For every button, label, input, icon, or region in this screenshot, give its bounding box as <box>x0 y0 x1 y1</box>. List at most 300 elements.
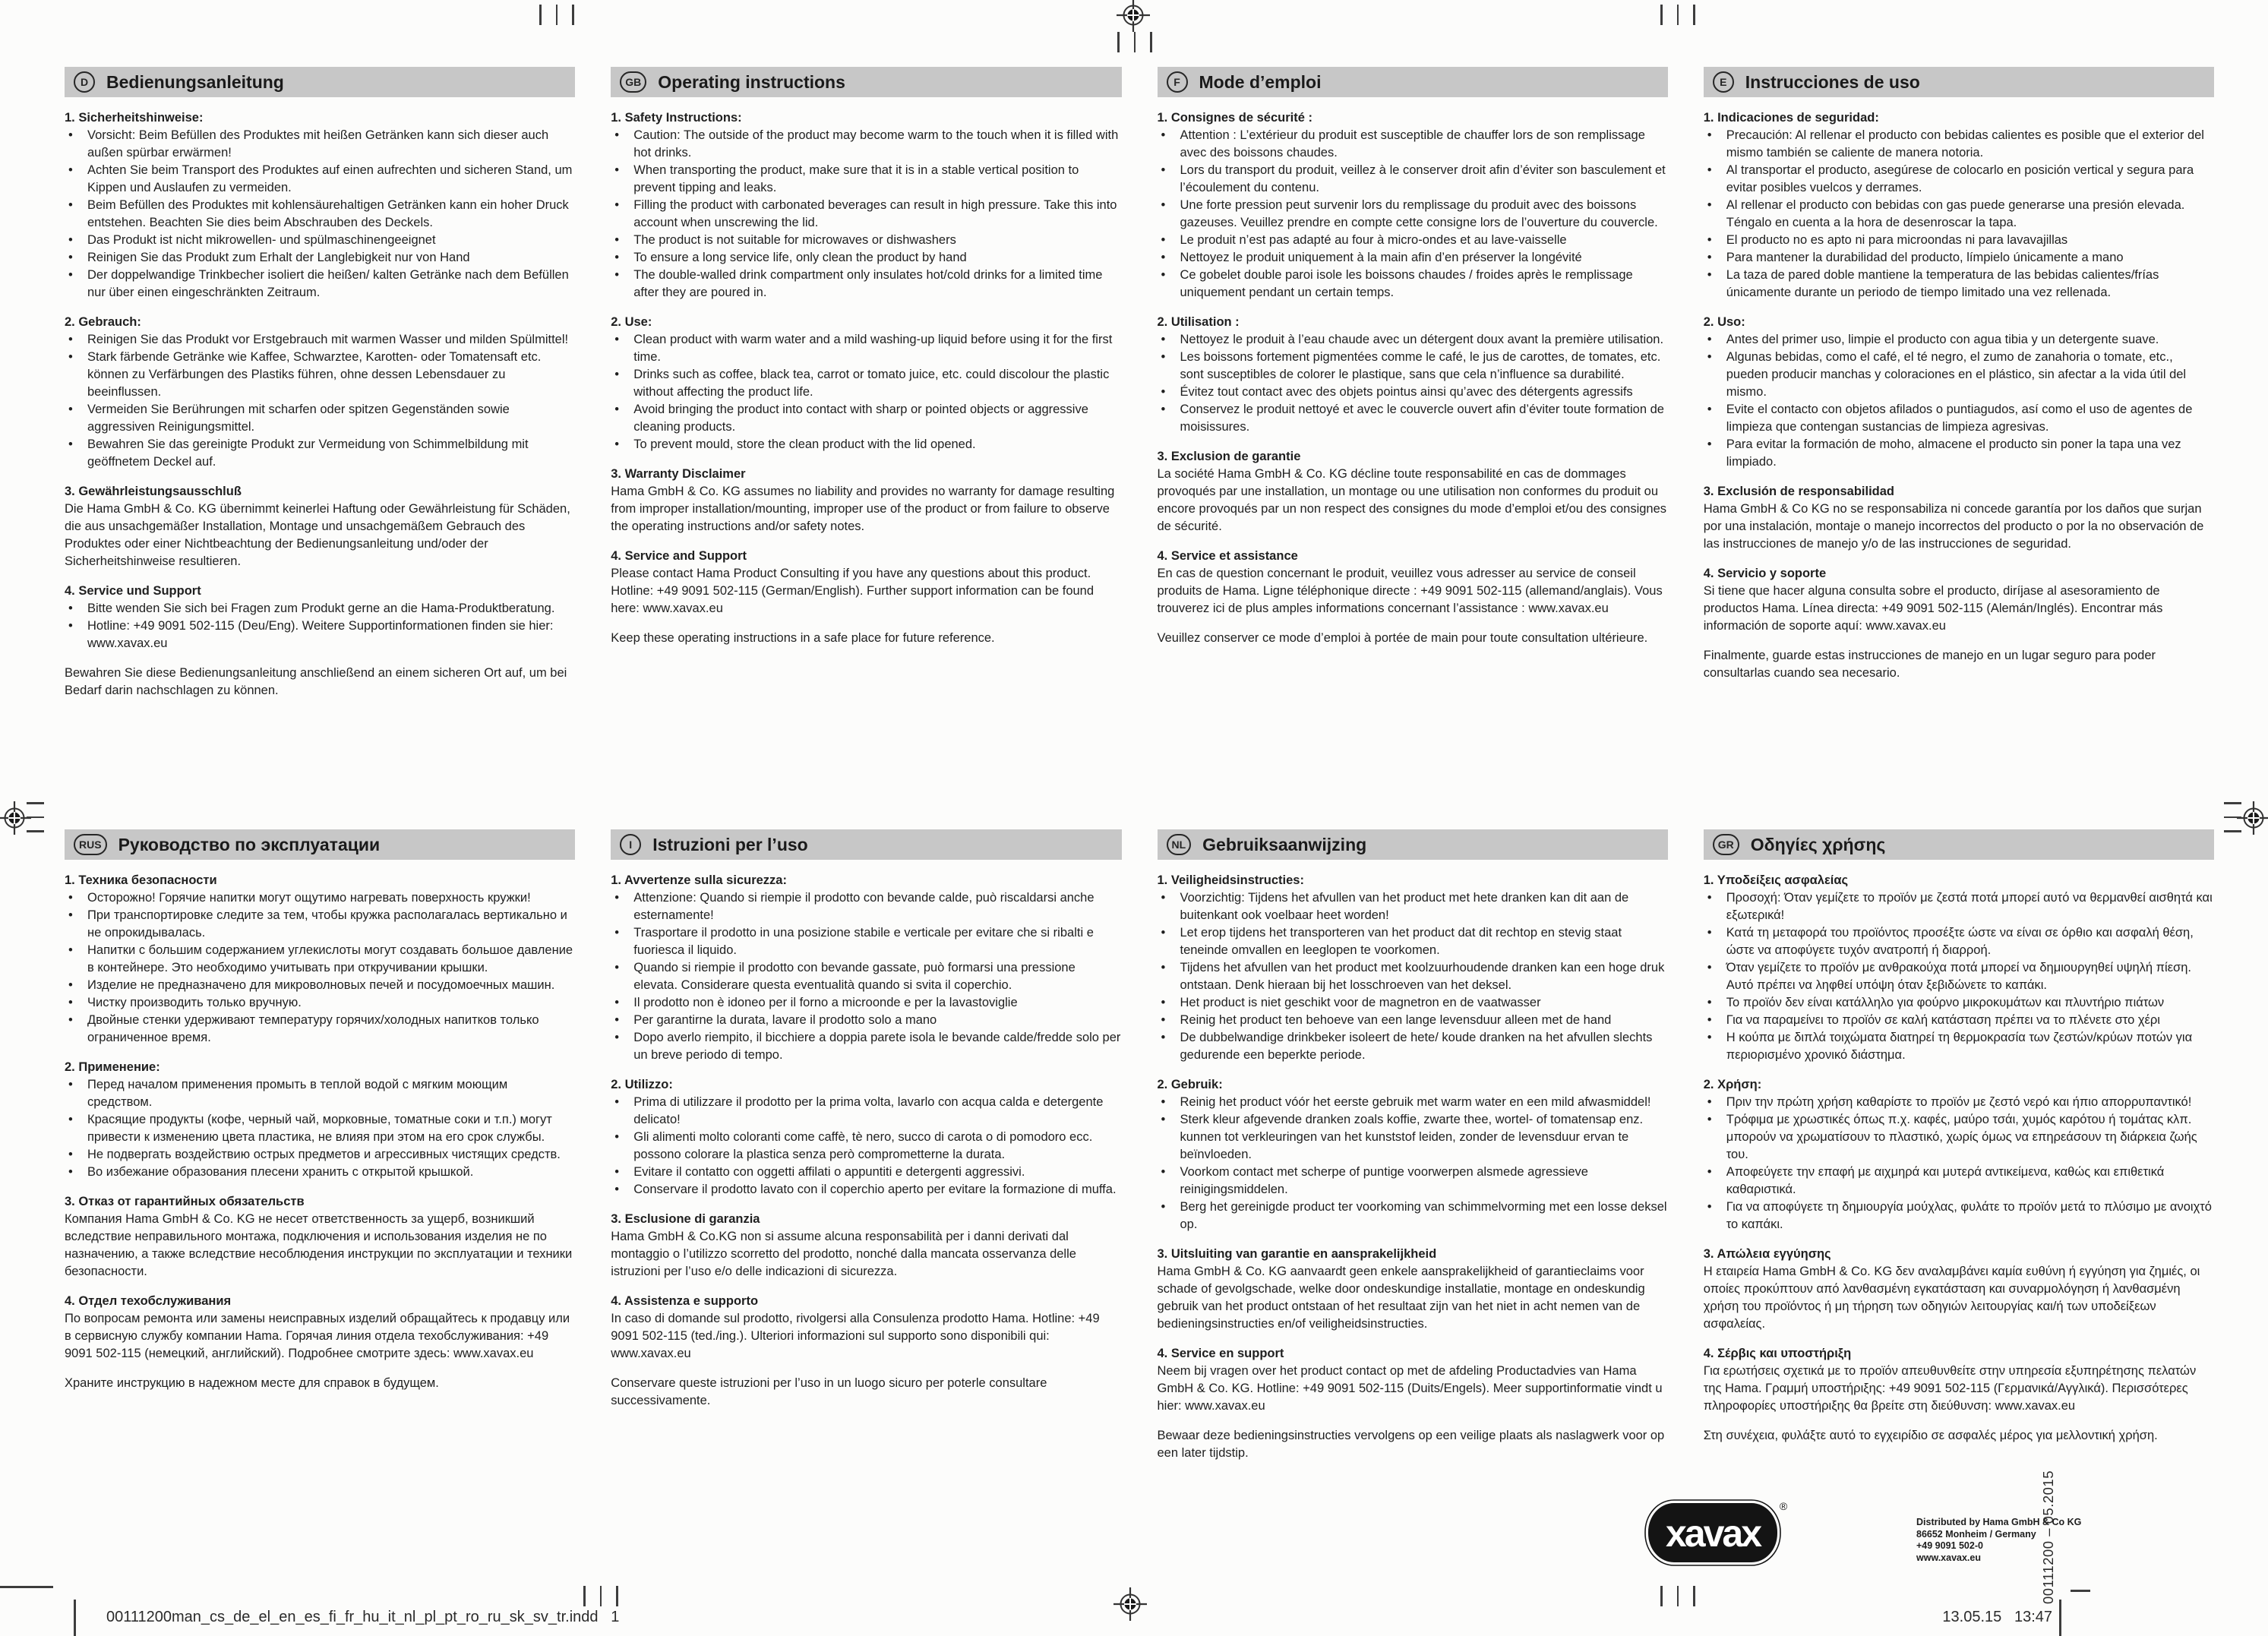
paragraph: La société Hama GmbH & Co. KG décline toute responsabilité en cas de dommages provoqués par une installation, un montage ou une utilisation non conformes du produit ou encore provoqués par un non respect des consignes du mode d’emploi et/ou des consignes de sécurité. <box>1157 467 1667 533</box>
bullet-text: Το προϊόν δεν είναι κατάλληλο για φούρνο μικροκυμάτων και πλυντήριο πιάτων <box>1726 996 2165 1009</box>
bullet-item <box>1158 401 1668 436</box>
section-heading: 3. Uitsluiting van garantie en aansprakelijkheid <box>1157 1247 1437 1261</box>
bullet-item <box>1158 249 1668 267</box>
paragraph: En cas de question concernant le produit, veuillez vous adresser au service de conseil produits de Hama. Ligne téléphonique directe : +49 9091 502-115 (allemand/anglais). Vous trouverez ici de plus amples informations concernant l’assistance : www.xavax.eu <box>1157 567 1663 615</box>
bullet-icon: • <box>1161 268 1166 282</box>
bullet-item <box>1704 197 2214 232</box>
bullet-item <box>65 331 575 349</box>
column-header-es <box>1704 67 2214 97</box>
bullet-item <box>65 349 575 401</box>
bullet-icon: • <box>68 602 73 615</box>
bullet-icon: • <box>614 1130 620 1144</box>
column-header-it <box>611 829 1121 860</box>
language-badge: RUS <box>74 834 107 855</box>
bullet-icon: • <box>614 961 620 974</box>
bullet-text: Nettoyez le produit à l’eau chaude avec un détergent doux avant la première utilisation. <box>1180 333 1664 346</box>
bullet-text: Drinks such as coffee, black tea, carrot or tomato juice, etc. could discolour the plastic without affecting the product life. <box>633 368 1110 399</box>
paragraph: Si tiene que hacer alguna consulta sobre el producto, diríjase al asesoramiento de productos Hama. Línea directa: +49 9091 502-115 (Alemán/Inglés). Encontrar más información de soporte aquí: www.xavax.eu <box>1703 584 2163 633</box>
section-heading: 4. Service and Support <box>611 549 747 563</box>
bullet-icon: • <box>1161 128 1166 142</box>
distributor-line: Distributed by Hama GmbH & Co KG <box>1916 1517 2082 1527</box>
bullet-item <box>1704 1029 2214 1064</box>
bullet-icon: • <box>1707 996 1712 1009</box>
bullet-item <box>1158 994 1668 1012</box>
section-heading: 3. Warranty Disclaimer <box>611 467 746 481</box>
manual-column-nl <box>1158 829 1668 1462</box>
bullet-text: To ensure a long service life, only clean the product by hand <box>633 251 967 264</box>
bullet-item <box>65 197 575 232</box>
section-heading: 3. Exclusión de responsabilidad <box>1703 485 1894 498</box>
section-heading: 1. Consignes de sécurité : <box>1157 111 1312 125</box>
bullet-icon: • <box>614 1031 620 1044</box>
bullet-item <box>65 401 575 436</box>
bullet-item <box>1704 349 2214 401</box>
bullet-text: Para mantener la durabilidad del producto, límpielo únicamente a mano <box>1726 251 2124 264</box>
language-badge: D <box>74 71 95 93</box>
bullet-text: Conservare il prodotto lavato con il coperchio aperto per evitare la formazione di muffa. <box>633 1183 1117 1196</box>
bullet-text: Conservez le produit nettoyé et avec le couvercle ouvert afin d’éviter toute formation de moisissures. <box>1180 403 1664 434</box>
section-heading: 1. Indicaciones de seguridad: <box>1703 111 1879 125</box>
bullet-item <box>65 600 575 617</box>
bullet-item <box>611 994 1121 1012</box>
column-header-ru <box>65 829 575 860</box>
bullet-text: Reinigen Sie das Produkt zum Erhalt der Langlebigkeit nur von Hand <box>87 251 470 264</box>
column-header-de <box>65 67 575 97</box>
bullet-text: Όταν γεμίζετε το προϊόν με ανθρακούχα ποτά μπορεί να δημιουργηθεί υψηλή πίεση. Αυτό πρέπει να ληφθεί υπόψη όταν ξεβιδώνετε το καπάκι. <box>1726 961 2191 992</box>
paragraph: Храните инструкцию в надежном месте для справок в будущем. <box>65 1376 439 1390</box>
bullet-item <box>611 197 1121 232</box>
bullet-item <box>611 436 1121 453</box>
bullet-text: Tijdens het afvullen van het product met koolzuurhoudende dranken kan een hoge druk ontstaan. Denk hieraan bij het losschroeven van het deksel. <box>1180 961 1665 992</box>
paragraph: Hama GmbH & Co KG no se responsabiliza ni concede garantía por los daños que surjan por una instalación, montaje o manejo incorrectos del producto o por la no observación de las instrucciones de manejo y/o de las instrucciones de seguridad. <box>1703 502 2204 551</box>
crop-ticks-left-middle <box>27 802 44 832</box>
bullet-icon: • <box>1707 437 1712 451</box>
bullet-icon: • <box>614 1183 620 1196</box>
section-heading: 1. Avvertenze sulla sicurezza: <box>611 873 787 887</box>
bullet-item <box>1158 232 1668 249</box>
bullet-icon: • <box>1161 1013 1166 1027</box>
bullet-item <box>1704 249 2214 267</box>
bullet-text: Τρόφιμα με χρωστικές όπως π.χ. καφές, μαύρο τσάι, χυμός καρότου ή τομάτας κλπ. μπορούν να χρωματίσουν το πλαστικό, χωρίς όμως να επηρεάσουν τη διάρκεια ζωής του. <box>1726 1113 2197 1161</box>
bullet-icon: • <box>614 333 620 346</box>
bullet-text: Évitez tout contact avec des objets pointus ainsi qu’avec des détergents agressifs <box>1180 385 1633 399</box>
bullet-icon: • <box>68 350 73 364</box>
bullet-item <box>1704 1199 2214 1233</box>
column-header-fr <box>1158 67 1668 97</box>
bullet-text: Sterk kleur afgevende dranken zoals koffie, zwarte thee, wortel- of tomatensap enz. kunnen tot verkleuringen van het kunststof leiden, zonder de levensduur ervan te beïnvloeden. <box>1180 1113 1644 1161</box>
manual-column-gr <box>1704 829 2214 1462</box>
bullet-text: Bitte wenden Sie sich bei Fragen zum Produkt gerne an die Hama-Produktberatung. <box>87 602 555 615</box>
bullet-text: Avoid bringing the product into contact with sharp or pointed objects or aggressive cleaning products. <box>633 403 1088 434</box>
bullet-item <box>611 232 1121 249</box>
section-heading: 4. Assistenza e supporto <box>611 1294 759 1308</box>
bullet-text: Voorkom contact met scherpe of puntige voorwerpen alsmede agressieve reinigingsmiddelen. <box>1180 1165 1588 1196</box>
bullet-icon: • <box>1707 1165 1712 1179</box>
bullet-item <box>1704 889 2214 924</box>
bullet-icon: • <box>1707 1095 1712 1109</box>
bullet-item <box>611 249 1121 267</box>
bullet-icon: • <box>1161 1200 1166 1214</box>
section-heading: 1. Υποδείξεις ασφαλείας <box>1703 873 1849 887</box>
bullet-icon: • <box>614 1095 620 1109</box>
bullet-icon: • <box>1161 1113 1166 1126</box>
section-heading: 2. Χρήση: <box>1703 1078 1762 1091</box>
section-heading: 2. Utilizzo: <box>611 1078 673 1091</box>
bullet-item <box>1158 924 1668 959</box>
bullet-icon: • <box>68 619 73 633</box>
bullet-icon: • <box>68 403 73 416</box>
bullet-text: Чистку производить только вручную. <box>87 996 302 1009</box>
bullet-text: Πριν την πρώτη χρήση καθαρίστε το προϊόν με ζεστό νερό και ήπιο απορρυπαντικό! <box>1726 1095 2192 1109</box>
bullet-item <box>65 127 575 162</box>
bullet-text: Осторожно! Горячие напитки могут ощутимо нагревать поверхность кружки! <box>87 891 531 905</box>
bullet-icon: • <box>68 978 73 992</box>
bullet-icon: • <box>614 1165 620 1179</box>
bullet-item <box>1704 1164 2214 1199</box>
bullet-item <box>1704 959 2214 994</box>
bullet-item <box>65 1164 575 1181</box>
paragraph: Bewahren Sie diese Bedienungsanleitung anschließend an einem sicheren Ort auf, um bei Bedarf darin nachschlagen zu können. <box>65 666 567 697</box>
bullet-text: Beim Befüllen des Produktes mit kohlensäurehaltigen Getränken kann ein hoher Druck entstehen. Beachten Sie dies beim Abschrauben des Deckels. <box>87 198 569 229</box>
bullet-icon: • <box>614 368 620 381</box>
bullet-icon: • <box>614 163 620 177</box>
bullet-text: Caution: The outside of the product may become warm to the touch when it is filled with hot drinks. <box>633 128 1119 159</box>
bullet-text: Attenzione: Quando si riempie il prodotto con bevande calde, può riscaldarsi anche esternamente! <box>633 891 1095 922</box>
paragraph: Keep these operating instructions in a safe place for future reference. <box>611 631 995 645</box>
bullet-icon: • <box>1161 891 1166 905</box>
bullet-item <box>65 977 575 994</box>
language-badge: GR <box>1713 834 1739 855</box>
bullet-item <box>65 249 575 267</box>
registration-mark-top <box>1117 0 1150 32</box>
bullet-text: Antes del primer uso, limpie el producto con agua tibia y un detergente suave. <box>1726 333 2159 346</box>
section-heading: 3. Απώλεια εγγύησης <box>1703 1247 1831 1261</box>
bullet-text: Prima di utilizzare il prodotto per la prima volta, lavarlo con acqua calda e detergente delicato! <box>633 1095 1104 1126</box>
section-heading: 4. Отдел техобслуживания <box>65 1294 232 1308</box>
bullet-icon: • <box>1161 1095 1166 1109</box>
bullet-item <box>1704 401 2214 436</box>
section-heading: 4. Service et assistance <box>1157 549 1298 563</box>
section-heading: 1. Safety Instructions: <box>611 111 742 125</box>
bullet-text: Ce gobelet double paroi isole les boissons chaudes / froides après le remplissage uniquement pendant un certain temps. <box>1180 268 1633 299</box>
bullet-text: Lors du transport du produit, veillez à le conserver droit afin d’éviter son basculement et l’écoulement du contenu. <box>1180 163 1666 194</box>
order-code-vertical: 00111200 – 05.2015 <box>2040 1470 2056 1604</box>
distributor-line: +49 9091 502-0 <box>1916 1540 1983 1551</box>
bullet-text: Во избежание образования плесени хранить с открытой крышкой. <box>87 1165 474 1179</box>
footer-datetime: 13.05.15 13:47 <box>1942 1609 2052 1625</box>
bullet-text: La taza de pared doble mantiene la temperatura de las bebidas calientes/frías únicamente durante un periodo de tiempo limitado una vez rellenada. <box>1726 268 2159 299</box>
footer-filename: 00111200man_cs_de_el_en_es_fi_fr_hu_it_nl_pl_pt_ro_ru_sk_sv_tr.indd 1 <box>106 1609 620 1625</box>
language-badge: I <box>620 834 641 855</box>
bullet-icon: • <box>1707 403 1712 416</box>
section-heading: 3. Esclusione di garanzia <box>611 1212 760 1226</box>
bullet-item <box>1704 436 2214 471</box>
bullet-icon: • <box>68 198 73 212</box>
fold-mark-bottom-left-v <box>74 1600 76 1636</box>
section-heading: 1. Sicherheitshinweise: <box>65 111 204 125</box>
bullet-text: Trasportare il prodotto in una posizione stabile e verticale per evitare che si ribalti e fuoriesca il liquido. <box>633 926 1094 957</box>
bullet-item <box>1704 127 2214 162</box>
bullet-icon: • <box>1707 268 1712 282</box>
bullet-icon: • <box>614 996 620 1009</box>
registered-trademark-icon: ® <box>1779 1500 1788 1512</box>
bullet-icon: • <box>68 1148 73 1161</box>
bullet-item <box>611 889 1121 924</box>
bullet-item <box>611 331 1121 366</box>
column-title: Bedienungsanleitung <box>106 71 284 92</box>
bullet-text: Achten Sie beim Transport des Produktes auf einen aufrechten und sicheren Stand, um Kippen und Auslaufen zu vermeiden. <box>87 163 573 194</box>
bullet-icon: • <box>1707 926 1712 940</box>
fold-mark-bottom-right-v <box>2059 1600 2061 1636</box>
bullet-text: Не подвергать воздействию острых предметов и агрессивных чистящих средств. <box>87 1148 561 1161</box>
bullet-icon: • <box>1707 1113 1712 1126</box>
bullet-text: Les boissons fortement pigmentées comme le café, le jus de carottes, de tomates, etc. sont susceptibles de colorer le plastique, sans que cela n’influence sa durabilité. <box>1180 350 1661 381</box>
paragraph: Veuillez conserver ce mode d’emploi à portée de main pour toute consultation ultérieure. <box>1157 631 1648 645</box>
bullet-item <box>611 401 1121 436</box>
bullet-item <box>65 617 575 652</box>
column-header-nl <box>1158 829 1668 860</box>
bullet-text: Stark färbende Getränke wie Kaffee, Schwarztee, Karotten- oder Tomatensaft etc. können zu Verfärbungen des Plastiks führen, ohne dessen Lebensdauer zu beeinflussen. <box>87 350 542 399</box>
bullet-text: Κατά τη μεταφορά του προϊόντος προσέξτε ώστε να είναι σε όρθιο και ασφαλή θέση, ώστε να αποφύγετε τυχόν ανατροπή ή διαρροή. <box>1726 926 2194 957</box>
bullet-icon: • <box>68 1165 73 1179</box>
bullet-text: Vermeiden Sie Berührungen mit scharfen oder spitzen Gegenständen sowie aggressiven Reinigungsmittel. <box>87 403 510 434</box>
bullet-text: Per garantirne la durata, lavare il prodotto solo a mano <box>633 1013 937 1027</box>
bullet-item <box>611 1164 1121 1181</box>
manual-column-ru <box>65 829 575 1462</box>
bullet-icon: • <box>68 1113 73 1126</box>
bullet-text: De dubbelwandige drinkbeker isoleert de hete/ koude dranken na het afvullen slechts gedurende een beperkte periode. <box>1180 1031 1653 1062</box>
language-badge: F <box>1167 71 1188 93</box>
bullet-text: Precaución: Al rellenar el producto con bebidas calientes es posible que el exterior del mismo también se caliente de manera notoria. <box>1726 128 2204 159</box>
bullet-icon: • <box>1161 251 1166 264</box>
bullet-text: Bewahren Sie das gereinigte Produkt zur Vermeidung von Schimmelbildung mit geöffnetem Deckel auf. <box>87 437 529 469</box>
bullet-icon: • <box>1161 233 1166 247</box>
crop-ticks-top-center <box>1117 32 1152 52</box>
bullet-item <box>1704 1111 2214 1164</box>
bullet-text: Reinigen Sie das Produkt vor Erstgebrauch mit warmen Wasser und milden Spülmittel! <box>87 333 569 346</box>
bullet-text: Двойные стенки удерживают температуру горячих/холодных напитков только ограниченное время. <box>87 1013 539 1044</box>
bullet-item <box>65 1012 575 1047</box>
bullet-text: Για να παραμείνει το προϊόν σε καλή κατάσταση πρέπει να το πλένετε στο χέρι <box>1726 1013 2160 1027</box>
manual-column-de <box>65 67 575 700</box>
bullet-item <box>611 267 1121 302</box>
bullet-item <box>611 924 1121 959</box>
bullet-text: Για να αποφύγετε τη δημιουργία μούχλας, φυλάτε το προϊόν μετά το πλύσιμο με ανοιχτό το καπάκι. <box>1726 1200 2212 1231</box>
bullet-item <box>611 1094 1121 1129</box>
bullet-item <box>65 162 575 197</box>
bullet-icon: • <box>1161 1165 1166 1179</box>
paragraph: Η εταιρεία Hama GmbH & Co. KG δεν αναλαμβάνει καμία ευθύνη ή εγγύηση για ζημιές, οι οποίες προκύπτουν από λανθασμένη εγκατάσταση και συναρμολόγηση ή λανθασμένη χρήση του προϊόντος ή μη τήρηση των οδηγιών λειτουργίας και/ή των υποδείξεων ασφαλείας. <box>1703 1265 2200 1331</box>
bullet-icon: • <box>1161 1031 1166 1044</box>
bullet-item <box>611 127 1121 162</box>
crop-ticks-bottom-right <box>1660 1586 1695 1606</box>
bullet-text: Une forte pression peut survenir lors du remplissage du produit avec des boissons gazeuses. Veuillez prendre en compte cette consigne lors de l’ouverture du couvercle. <box>1180 198 1658 229</box>
column-header-gb <box>611 67 1121 97</box>
manual-column-es <box>1704 67 2214 700</box>
paragraph: Για ερωτήσεις σχετικά με το προϊόν απευθυνθείτε στην υπηρεσία εξυπηρέτησης πελατών της Hama. Γραμμή υποστήριξης: +49 9091 502-115 (Γερμανικά/Αγγλικά). Περισσότερες πληροφορίες υποστήριξης θα βρείτε στη διεύθυνση: www.xavax.eu <box>1703 1364 2197 1413</box>
bullet-text: The product is not suitable for microwaves or dishwashers <box>633 233 956 247</box>
bullet-text: El producto no es apto ni para microondas ni para lavavajillas <box>1726 233 2068 247</box>
crop-ticks-right-middle <box>2224 802 2241 832</box>
bullet-item <box>611 1029 1121 1064</box>
bullet-icon: • <box>614 233 620 247</box>
bullet-text: Προσοχή: Όταν γεμίζετε το προϊόν με ζεστά ποτά μπορεί αυτό να θερμανθεί αισθητά και εξωτερικά! <box>1726 891 2213 922</box>
bullet-icon: • <box>1707 333 1712 346</box>
bullet-text: Vorsicht: Beim Befüllen des Produktes mit heißen Getränken kann sich dieser auch außen spürbar erwärmen! <box>87 128 549 159</box>
bullet-text: Filling the product with carbonated beverages can result in high pressure. Take this into account when unscrewing the lid. <box>633 198 1117 229</box>
bullet-text: Напитки с большим содержанием углекислоты могут создавать большое давление в контейнере. Это необходимо учитывать при откручивании крышки. <box>87 943 573 974</box>
bullet-text: Reinig het product vóór het eerste gebruik met warm water en een mild afwasmiddel! <box>1180 1095 1651 1109</box>
bullet-item <box>1704 331 2214 349</box>
paragraph: Conservare queste istruzioni per l’uso in un luogo sicuro per poterle consultare successivamente. <box>611 1376 1047 1407</box>
bullet-icon: • <box>68 251 73 264</box>
bullet-icon: • <box>1707 350 1712 364</box>
bullet-icon: • <box>68 1078 73 1091</box>
bullet-text: Das Produkt ist nicht mikrowellen- und spülmaschinengeeignet <box>87 233 436 247</box>
bullet-icon: • <box>1161 198 1166 212</box>
bullet-text: При транспортировке следите за тем, чтобы кружка располагалась вертикально и не опрокидывалась. <box>87 908 567 940</box>
bullet-item <box>1158 1094 1668 1111</box>
section-heading: 1. Техника безопасности <box>65 873 217 887</box>
bullet-icon: • <box>1161 926 1166 940</box>
bullet-item <box>65 1076 575 1111</box>
section-heading: 4. Σέρβις και υποστήριξη <box>1703 1347 1852 1360</box>
paragraph: Neem bij vragen over het product contact op met de afdeling Productadvies van Hama GmbH & Co. KG. Hotline: +49 9091 502-115 (Duits/Engels). Meer supportinformatie vindt u hier: www.xavax.eu <box>1157 1364 1663 1413</box>
bullet-text: Evitare il contatto con oggetti affilati o appuntiti e detergenti aggressivi. <box>633 1165 1025 1179</box>
registration-mark-bottom <box>1113 1587 1147 1621</box>
manual-column-gb <box>611 67 1121 700</box>
bullet-text: Berg het gereinigde product ter voorkoming van schimmelvorming met een losse deksel op. <box>1180 1200 1667 1231</box>
bullet-item <box>65 907 575 942</box>
bullet-item <box>65 1146 575 1164</box>
bullet-icon: • <box>68 268 73 282</box>
bullet-icon: • <box>614 198 620 212</box>
bullet-icon: • <box>1161 163 1166 177</box>
bullet-icon: • <box>614 403 620 416</box>
crop-ticks-top-right <box>1660 5 1695 25</box>
paragraph: Hama GmbH & Co. KG aanvaardt geen enkele aansprakelijkheid of garantieclaims voor schade of gevolgschade, welke door ondeskundige installatie, montage en ondeskundig gebruik van het product ontstaan of het resultaat zijn van het niet in acht nemen van de bedieningsinstructies en/of veiligheidsinstructies. <box>1157 1265 1645 1331</box>
bullet-item <box>1158 1029 1668 1064</box>
fold-mark-bottom-right-h <box>2071 1590 2090 1592</box>
bullet-item <box>65 436 575 471</box>
paragraph: Στη συνέχεια, φυλάξτε αυτό το εγχειρίδιο σε ασφαλές μέρος για μελλοντική χρήση. <box>1703 1429 2158 1442</box>
bullet-icon: • <box>68 437 73 451</box>
crop-ticks-top-left <box>539 5 574 25</box>
bullet-item <box>1158 1164 1668 1199</box>
column-title: Operating instructions <box>658 71 845 92</box>
bullet-text: Nettoyez le produit uniquement à la main afin d’en préserver la longévité <box>1180 251 1582 264</box>
bullet-icon: • <box>614 128 620 142</box>
bullet-text: Der doppelwandige Trinkbecher isoliert die heißen/ kalten Getränke nach dem Befüllen nur über einen eingeschränkten Zeitraum. <box>87 268 569 299</box>
bullet-text: Clean product with warm water and a mild washing-up liquid before using it for the first time. <box>633 333 1113 364</box>
manual-row-bottom <box>65 829 2214 1462</box>
bullet-icon: • <box>1707 1200 1712 1214</box>
bullet-icon: • <box>68 163 73 177</box>
bullet-item <box>611 1181 1121 1199</box>
bullet-icon: • <box>1707 233 1712 247</box>
section-heading: 2. Utilisation : <box>1157 315 1240 329</box>
distributor-line: www.xavax.eu <box>1916 1552 1981 1563</box>
bullet-icon: • <box>1161 385 1166 399</box>
bullet-item <box>65 232 575 249</box>
bullet-text: Voorzichtig: Tijdens het afvullen van het product met hete dranken kan dit aan de buitenkant ook voelbaar heet worden! <box>1180 891 1629 922</box>
bullet-item <box>1158 1199 1668 1233</box>
section-heading: 4. Service und Support <box>65 584 201 598</box>
bullet-item <box>65 994 575 1012</box>
bullet-icon: • <box>1161 996 1166 1009</box>
bullet-item <box>1704 1094 2214 1111</box>
bullet-icon: • <box>68 908 73 922</box>
section-heading: 4. Service en support <box>1157 1347 1284 1360</box>
bullet-item <box>1704 924 2214 959</box>
bullet-item <box>1158 1012 1668 1029</box>
bullet-icon: • <box>1707 163 1712 177</box>
bullet-item <box>1158 127 1668 162</box>
bullet-icon: • <box>1161 403 1166 416</box>
bullet-icon: • <box>614 251 620 264</box>
column-title: Instrucciones de uso <box>1745 71 1920 92</box>
section-heading: 2. Gebruik: <box>1157 1078 1223 1091</box>
registration-mark-right <box>2237 801 2268 835</box>
paragraph: Hama GmbH & Co. KG assumes no liability and provides no warranty for damage resulting from improper installation/mounting, improper use of the product or from failure to observe the operating instructions and/or safety notes. <box>611 485 1115 533</box>
bullet-text: When transporting the product, make sure that it is in a stable vertical position to prevent tipping and leaks. <box>633 163 1079 194</box>
language-badge: NL <box>1167 834 1192 855</box>
section-heading: 3. Exclusion de garantie <box>1157 450 1301 463</box>
paragraph: Hama GmbH & Co.KG non si assume alcuna responsabilità per i danni derivati dal montaggio o l’utilizzo scorretto del prodotto, nonché dalla mancata osservanza delle istruzioni per l’uso e/o delle indicazioni di sicurezza. <box>611 1230 1076 1278</box>
bullet-icon: • <box>68 233 73 247</box>
paragraph: Please contact Hama Product Consulting if you have any questions about this product. Hotline: +49 9091 502-115 (German/English). Further support information can be found here: www.xavax.eu <box>611 567 1095 615</box>
bullet-icon: • <box>1707 961 1712 974</box>
section-heading: 3. Отказ от гарантийных обязательств <box>65 1195 305 1208</box>
section-heading: 2. Применение: <box>65 1060 160 1074</box>
bullet-icon: • <box>614 1013 620 1027</box>
bullet-icon: • <box>614 891 620 905</box>
column-title: Gebruiksaanwijzing <box>1202 834 1367 854</box>
bullet-item <box>611 1129 1121 1164</box>
bullet-item <box>1158 384 1668 401</box>
bullet-icon: • <box>1707 198 1712 212</box>
bullet-item <box>611 366 1121 401</box>
language-badge: E <box>1713 71 1734 93</box>
bullet-item <box>1704 994 2214 1012</box>
crop-ticks-bottom-left <box>583 1586 618 1606</box>
bullet-text: Al transportar el producto, asegúrese de colocarlo en posición vertical y segura para evitar posibles vuelcos y derrames. <box>1726 163 2194 194</box>
bullet-item <box>1158 331 1668 349</box>
paragraph: По вопросам ремонта или замены неисправных изделий обращайтесь к продавцу или в сервисную службу компании Hama. Горячая линия отдела техобслуживания: +49 9091 502-115 (немецкий, английский). Подробнее смотрите здесь: www.xavax.eu <box>65 1312 570 1360</box>
bullet-text: Η κούπα με διπλά τοιχώματα διατηρεί τη θερμοκρασία των ζεστών/κρύων ποτών για περιορισμένο χρονικό διάστημα. <box>1726 1031 2193 1062</box>
bullet-icon: • <box>68 333 73 346</box>
bullet-icon: • <box>614 926 620 940</box>
bullet-text: Reinig het product ten behoeve van een lange levensduur alleen met de hand <box>1180 1013 1612 1027</box>
bullet-item <box>1158 197 1668 232</box>
bullet-text: Le produit n’est pas adapté au four à micro-ondes et au lave-vaisselle <box>1180 233 1567 247</box>
bullet-icon: • <box>614 437 620 451</box>
bullet-text: Para evitar la formación de moho, almacene el producto sin poner la tapa una vez limpiado. <box>1726 437 2181 469</box>
bullet-icon: • <box>68 891 73 905</box>
bullet-item <box>611 959 1121 994</box>
bullet-text: Quando si riempie il prodotto con bevande gassate, può formarsi una pressione elevata. Considerare questa eventualità quando si svita il coperchio. <box>633 961 1076 992</box>
bullet-text: Il prodotto non è idoneo per il forno a microonde e per la lavastoviglie <box>633 996 1018 1009</box>
xavax-logo-text: xavax <box>1665 1512 1761 1555</box>
bullet-item <box>1704 232 2214 249</box>
bullet-icon: • <box>68 943 73 957</box>
paragraph: In caso di domande sul prodotto, rivolgersi alla Consulenza prodotto Hama. Hotline: +49 9091 502-115 (ted./ing.). Ulteriori informazioni sul supporto sono disponibili qui: www.xavax.eu <box>611 1312 1100 1360</box>
section-heading: 1. Veiligheidsinstructies: <box>1157 873 1304 887</box>
paragraph: Finalmente, guarde estas instrucciones de manejo en un lugar seguro para poder consultarlas cuando sea necesario. <box>1703 649 2156 680</box>
column-title: Οδηγίες χρήσης <box>1750 834 1886 854</box>
bullet-text: Gli alimenti molto coloranti come caffè, tè nero, succo di carota o di pomodoro ecc. possono colorare la plastica senza però comprometterne la durata. <box>633 1130 1093 1161</box>
bullet-icon: • <box>1707 128 1712 142</box>
